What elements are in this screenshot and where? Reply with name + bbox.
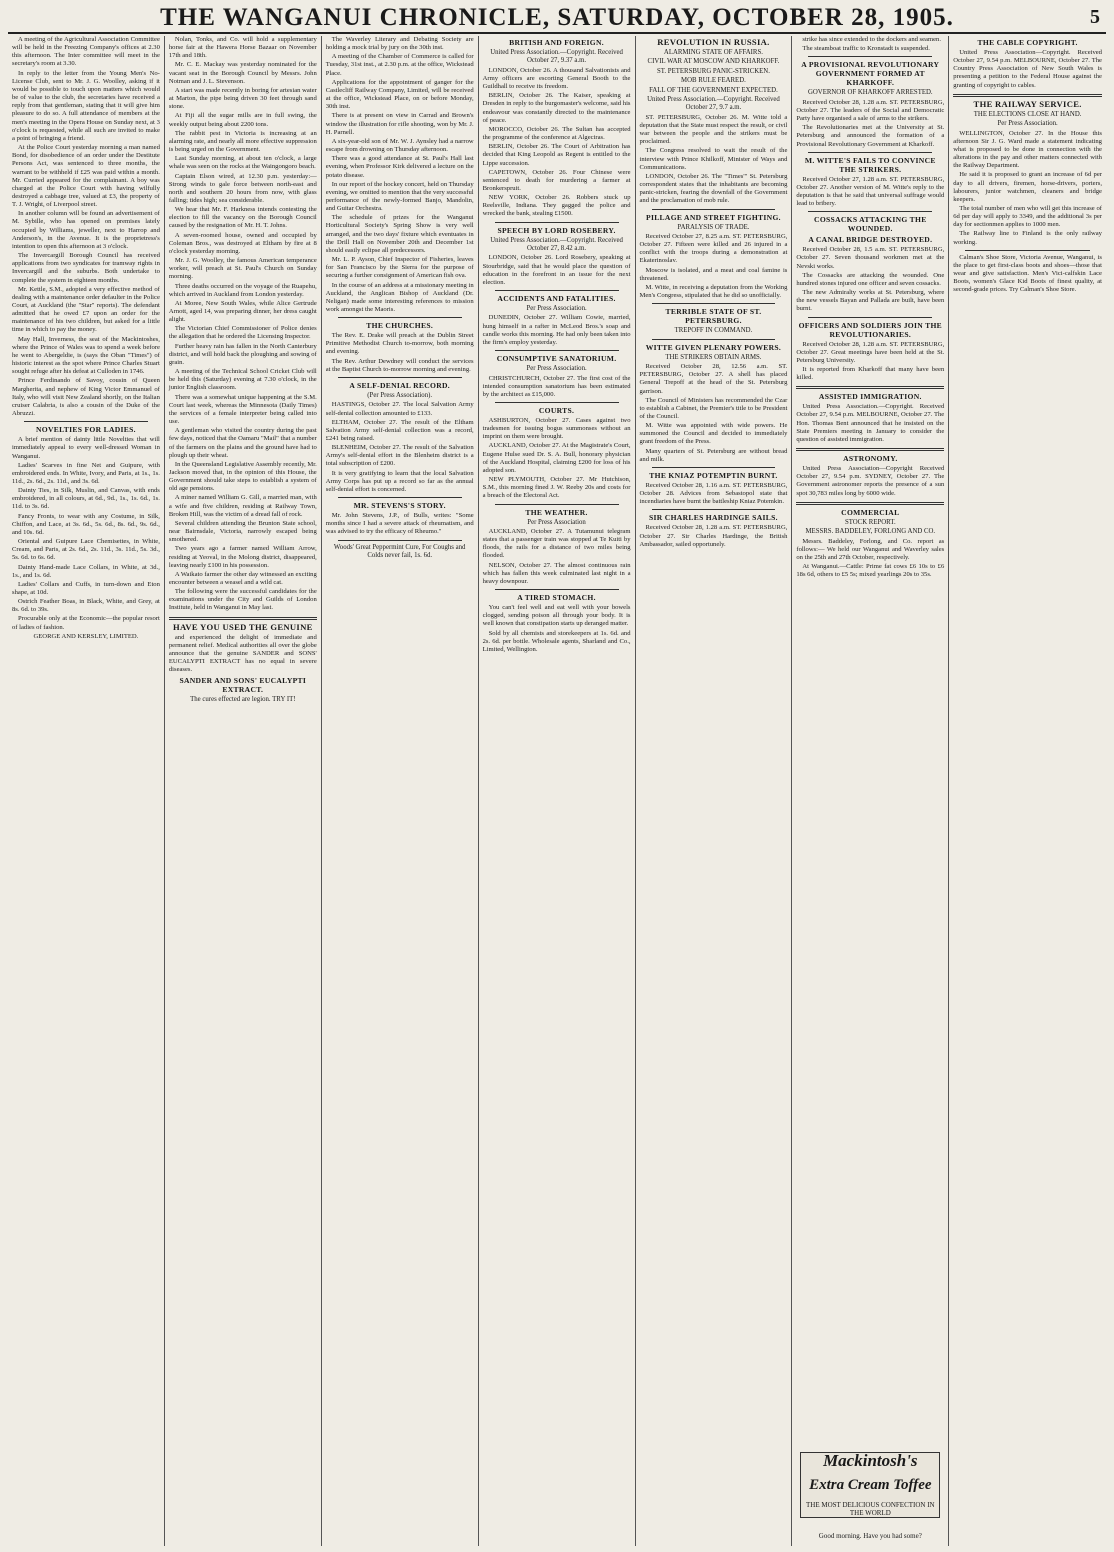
article-paragraph: The Cossacks are attacking the wounded. One hundred stones injured one officer and seven cossacks. (796, 271, 945, 287)
divider (796, 502, 944, 505)
article-paragraph: The new Admiralty works at St. Petersburg, where the new vessels Bayan and Pallada are built, have been burnt. (796, 289, 945, 313)
advert-product: Extra Cream Toffee (809, 1477, 932, 1493)
article-paragraph: ASHBURTON, October 27. Cases against two tradesmen for issuing bogus summonses without an imprint on them were brought. (482, 416, 631, 441)
article-paragraph: The total number of men who will get this increase of 6d per day will apply to 3349, and the additional 3s per day for sectionmen applies to 1000 men. (953, 205, 1102, 229)
section-heading: A TIRED STOMACH. (517, 593, 596, 603)
article-paragraph: NELSON, October 27. The almost continuous rain which has fallen this week culminated last night in a heavy downpour. (482, 561, 631, 585)
article-paragraph: Two years ago a farmer named William Arrow, residing at Yeoval, in the Molong district, disappeared, leaving nearly £100 in his possession. (168, 545, 317, 569)
section-subheading: Per Press Association (527, 518, 586, 526)
article-paragraph: The rabbit pest in Victoria is increasing at an alarming rate, and nearly all more effective suppression is being urged on the Government. (168, 129, 317, 154)
article-paragraph: ST. PETERSBURG, October 26. M. Witte told a deputation that the State must respect the result, or civil war between the people and the strikers must be proclaimed. (639, 113, 788, 146)
section-heading: ASSISTED IMMIGRATION. (818, 392, 922, 402)
section-subheading: GOVERNOR OF KHARKOFF ARRESTED. (807, 89, 933, 97)
article-paragraph: At Wanganui.—Cattle: Prime fat cows £6 10s to £6 18s 6d, others to £5 5s; mixed yearlings 20s to 35s. (796, 563, 945, 579)
divider (338, 540, 462, 541)
section-heading: THE RAILWAY SERVICE. (973, 98, 1082, 109)
article-paragraph: Received October 28, 1.16 a.m. ST. PETERSBURG, October 28. Advices from Sebastopol state that incendiaries have burnt the battleship Kniaz Potemkin. (639, 481, 788, 506)
divider (808, 317, 932, 318)
divider (808, 152, 932, 153)
article-paragraph: ELTHAM, October 27. The result of the Eltham Salvation Army self-denial collection was a record, £241 being raised. (325, 418, 474, 442)
section-subheading: FALL OF THE GOVERNMENT EXPECTED. (649, 86, 778, 94)
column-3 (322, 36, 479, 1546)
article-paragraph: Calman's Shoe Store, Victoria Avenue, Wanganui, is the place to get first-class boots and shoes—those that wear and give satisfaction. Men's Vici-calfskin Lace Boots, women's Glace Kid Boots of finest quality, at second-grade prices. Try Calman's Shoe Store. (953, 253, 1102, 294)
article-paragraph: Ostrich Feather Boas, in Black, White, and Grey, at 8s. 6d. to 39s. (12, 598, 160, 614)
divider (652, 303, 776, 304)
column-7 (949, 36, 1106, 1546)
newspaper-title: THE WANGANUI CHRONICLE, SATURDAY, OCTOBER 28, 1905. (160, 4, 954, 31)
article-paragraph: The Rev. Arthur Dewdney will conduct the services at the Baptist Church to-morrow morning and evening. (325, 357, 474, 373)
section-heading: M. WITTE'S FAILS TO CONVINCE THE STRIKERS. (804, 155, 936, 174)
section-heading: ACCIDENTS AND FATALITIES. (497, 294, 616, 304)
article-paragraph: United Press Association—Copyright Received October 27, 9.54 p.m. SYDNEY, October 27. The Government astronomer reports the presence of a sun spot 30,783 miles long by 6000 wide. (796, 465, 945, 497)
section-heading: COURTS. (538, 405, 575, 415)
article-paragraph: Three deaths occurred on the voyage of the Ruapehu, which arrived in Auckland from London yesterday. (168, 282, 317, 298)
article-paragraph: Received October 28, 1.5 a.m. ST. PETERSBURG, October 27. Seven thousand workmen met at the Nevski works. (796, 246, 945, 270)
column-5 (636, 36, 793, 1546)
article-paragraph: LONDON, October 26. The "Times'" St. Petersburg correspondent states that the inhabitants are becoming panic-stricken, fearing the downfall of the Government and the proclamation of mob rule. (639, 172, 788, 205)
toffee-advert (800, 1452, 940, 1518)
article-paragraph: In our report of the hockey concert, held on Thursday evening, we omitted to mention that the very successful performance of the newly-formed Banjo, Mandolin, and Guitar Orchestra. (325, 180, 474, 213)
divider (495, 589, 619, 590)
article-paragraph: NEW YORK, October 26. Robbers stuck up Reelsville, Indiana. They gagged the police and wrecked the bank, stealing £1500. (482, 194, 631, 218)
article-paragraph: AUCKLAND, October 27. At the Magistrate's Court, Eugene Hulse sued Dr. S. A. Bull, honorary physician of the Auckland Hospital, claiming £200 for loss of his adopted son. (482, 442, 631, 474)
divider (796, 386, 944, 389)
article-paragraph: Received October 27, 1.28 a.m. ST. PETERSBURG, October 27. Another version of M. Witte's reply to the deputation is that he said that universal suffrage would lead to bribery. (796, 175, 945, 208)
article-paragraph: May Hall, Inverness, the seat of the Mackintoshes, where the Prince of Wales was to spend a week before he went to Abergeldie, is (says the Oban "Times") of historic interest as the spot where Prince Charles Stuart sought refuge after his defeat at Culloden in 1746. (12, 335, 160, 376)
column-2 (165, 36, 322, 1546)
divider (953, 94, 1102, 97)
article-paragraph: The Invercargill Borough Council has received applications from two syndicates for tramway rights in Invercargill and the suburbs. Both undertake to complete the system in eighteen months. (12, 252, 160, 284)
article-paragraph: Messrs. Baddeley, Forlong, and Co. report as follows:— We held our Wanganui and Waverley sales on the 25th and 27th October, respectively. (796, 537, 945, 561)
advert-body: and experienced the delight of immediate and permanent relief. Medical authorities all over the globe announce that the genuine SANDER and SONS' EUCALYPTI EXTRACT has no equal in severe diseases. (168, 633, 317, 674)
advert-footer: Good morning. Have you had some? (818, 1531, 922, 1540)
article-paragraph: Received October 28, 1.28 a.m. ST. PETERSBURG, October 27. The leaders of the Social and Democratic Party have organised a sale of arms to the strikers. (796, 98, 945, 123)
column-6 (792, 36, 949, 1546)
article-paragraph: HASTINGS, October 27. The local Salvation Army self-denial collection amounted to £133. (325, 401, 474, 417)
page-number: 5 (1090, 6, 1100, 28)
section-subheading: United Press Association.—Copyright. Received October 27, 9.7 a.m. (647, 96, 780, 112)
article-paragraph: The Rev. E. Drake will preach at the Dublin Street Primitive Methodist Church to-morrow, both morning and evening. (325, 332, 474, 356)
article-paragraph: strike has since extended to the dockers and seamen. (802, 36, 941, 43)
section-heading: THE CABLE COPYRIGHT. (977, 38, 1078, 47)
divider (495, 504, 619, 505)
article-paragraph: The Council of Ministers has recommended the Czar to establish a Cabinet, the Premier's title to be President of the Council. (639, 396, 788, 420)
section-subheading: United Press Association.—Copyright. Received October 27, 9.37 a.m. (490, 49, 623, 65)
section-subheading: PARALYSIS OF TRADE. (677, 223, 750, 231)
section-subheading: STOCK REPORT. (844, 518, 896, 526)
article-paragraph: At the Police Court yesterday morning a man named Bond, for disobedience of an order under the Destitute Persons Act, was sentenced to three months, the warrant to be withheld if £25 was paid within a month. Mr. Curried appeared for the complainant. A boy was charged at the Police Court with having wilfully destroyed a cabbage tree, valued at £3, the property of T. J. Wright, of Liverpool street. (12, 144, 160, 209)
article-paragraph: The steamboat traffic to Kronstadt is suspended. (802, 45, 930, 53)
divider (495, 222, 619, 223)
section-heading: OFFICERS AND SOLDIERS JOIN THE REVOLUTIONARIES. (798, 320, 943, 339)
columns (8, 36, 1106, 1546)
section-subheading: TREPOFF IN COMMAND. (674, 327, 753, 335)
article-paragraph: The Revolutionaries met at the University at St. Petersburg and announced the formation of a Provisional Revolutionary Government at Kharkoff. (796, 124, 945, 148)
article-paragraph: In reply to the letter from the Young Men's No-License Club, sent to Mr. J. G. Woolley, asking if it would be possible to touch upon matters which would be of value to the club, the secretaries have received a reply from that gentleman, stating that it will give him pleasure to do so. A full attendance of members at the men's meeting in the Opera House on Sunday next, at 3 o'clock is requested, while all such are invited to make a point of bringing a friend. (12, 69, 160, 142)
article-paragraph: BERLIN, October 26. The Kaiser, speaking at Dresden in reply to the burgomaster's welcome, said his endeavour was constantly directed to the maintenance of peace. (482, 92, 631, 124)
divider (652, 467, 776, 468)
article-paragraph: Last Sunday morning, at about ten o'clock, a large whale was seen on the rocks at the Waingongoro beach. (168, 155, 317, 171)
section-heading: SIR CHARLES HARDINGE SAILS. (649, 513, 778, 523)
article-paragraph: The Congress resolved to wait the result of the interview with Prince Khilkoff, Minister of Ways and Communications. (639, 147, 788, 171)
article-paragraph: Fancy Fronts, to wear with any Costume, in Silk, Chiffon, and Lace, at 3s. 6d., 5s. 6d., 8s. 6d., 9s. 6d., and 10s. 6d. (12, 512, 160, 536)
article-paragraph: Mr. Kettle, S.M., adopted a very effective method of dealing with a maintenance order defaulter in the Police Court, at Auckland (the "Star" reports). The defendant admitted that he owed £7 upon an order for the maintenance of his two children, but asked for a little time in which to pay the money. (12, 285, 160, 334)
article-paragraph: A seven-roomed house, owned and occupied by Coleman Bros., was destroyed at Eltham by fire at 8 o'clock yesterday morning. (168, 231, 317, 255)
section-subheading: Per Press Association. (997, 120, 1058, 128)
section-heading: PILLAGE AND STREET FIGHTING. (646, 212, 781, 222)
article-paragraph: Ladies' Scarves in fine Net and Guipure, with embroidered ends. In White, Ivory, and Paris, at 1s., 1s. 11d., 2s. 6d., 2s. 11d., and 3s. 6d. (12, 461, 160, 485)
section-heading: TERRIBLE STATE OF ST. PETERSBURG. (665, 307, 762, 326)
article-paragraph: At Fiji all the sugar mills are in full swing, the weekly output being about 2200 tons. (168, 112, 317, 128)
article-paragraph: Nolan, Tonks, and Co. will hold a supplementary horse fair at the Hawera Horse Bazaar on November 17th and 18th. (168, 36, 317, 60)
section-heading: MR. STEVENS'S STORY. (353, 501, 446, 511)
article-paragraph: Received October 27, 8.25 a.m. ST. PETERSBURG, October 27. Fifteen were killed and 26 injured in a conflict with the troops during a demonstration at Ekaterinoslav. (639, 232, 788, 265)
article-paragraph: Applications for the appointment of ganger for the Castlecliff Railway Company, Limited, will be received at the office, Wickstead Place, on or before Monday, 30th inst. (325, 78, 474, 111)
article-paragraph: A six-year-old son of Mr. W. J. Aynsley had a narrow escape from drowning on Thursday afternoon. (325, 137, 474, 154)
section-heading: A PROVISIONAL REVOLUTIONARY GOVERNMENT FORMED AT KHARKOFF. (801, 60, 940, 88)
section-heading: CONSUMPTIVE SANATORIUM. (496, 354, 617, 364)
section-subheading: United Press Association.—Copyright. Received October 27, 8.42 a.m. (490, 236, 623, 253)
article-paragraph: Moscow is isolated, and a meat and coal famine is threatened. (639, 266, 788, 282)
article-paragraph: The Waverley Literary and Debating Society are holding a mock trial by jury on the 30th inst. (325, 36, 474, 52)
article-paragraph: At Moree, New South Wales, while Alice Gertrude Arnott, aged 14, was preparing dinner, her dress caught alight. (168, 299, 317, 324)
article-paragraph: Received October 28, 1.28 a.m. ST. PETERSBURG, October 27. Great meetings have been held at the St. Petersburg University. (796, 340, 945, 364)
section-subheading: THE ELECTIONS CLOSE AT HAND. (973, 110, 1082, 118)
article-paragraph: Dainty Hand-made Lace Collars, in White, at 3d., 1s., and 1s. 6d. (12, 563, 160, 579)
divider (808, 211, 932, 212)
section-heading: THE KNIAZ POTEMPTIN BURNT. (649, 470, 778, 480)
section-heading: THE WEATHER. (525, 507, 588, 517)
article-paragraph: A meeting of the Technical School Cricket Club will be held this (Saturday) evening at 7.30 o'clock, in the junior English classroom. (168, 368, 317, 392)
article-paragraph: M. Witte, in receiving a deputation from the Working Men's Congress, stipulated that he did so unofficially. (639, 283, 788, 300)
advert-heading: HAVE YOU USED THE GENUINE (173, 621, 313, 632)
article-paragraph: A meeting of the Agricultural Association Committee will be held in the Freezing Company's offices at 2.30 this afternoon. The Inter committee will meet in the secretary's room at 3.30. (12, 36, 160, 68)
article-paragraph: A brief mention of dainty little Novelties that will immediately appeal to every well-dressed Woman in Wanganui. (12, 436, 160, 460)
article-paragraph: United Press Association.—Copyright. Received October 27, 9.54 p.m. MELBOURNE, October 27. The Hon. Thomas Bent announced that he insisted on the State Premiers meeting in January to consider the question of assisted immigration. (796, 403, 945, 443)
advert-footer: Sold by all chemists and storekeepers at 1s. 6d. and 2s. 6d. per bottle. Wholesale agents, Sharland and Co., Limited, Wellington. (482, 629, 631, 653)
masthead (8, 2, 1106, 34)
article-paragraph: A meeting of the Chamber of Commerce is called for Tuesday, 31st inst., at 2.30 p.m. at the office, Wickstead Place. (325, 53, 474, 77)
divider (965, 250, 1090, 251)
divider (495, 290, 619, 291)
article-paragraph: The Railway line to Finland is the only railway working. (953, 230, 1102, 246)
divider (808, 56, 932, 57)
article-paragraph: We hear that Mr. F. Harkness intends contesting the election to fill the vacancy on the Borough Council caused by the resignation of Mr. H. T. Johns. (168, 206, 317, 230)
article-paragraph: The Victorian Chief Commissioner of Police denies the allegation that he ordered the Licensing Inspector. (168, 325, 317, 341)
article-paragraph: United Press Association—Copyright. Received October 27, 9.54 p.m. MELBOURNE, October 27. The Country Press Association of New South Wales is presenting a petition to the Federal House against the granting of copyright to cables. (953, 49, 1102, 89)
divider (652, 339, 776, 340)
divider (338, 497, 462, 498)
section-heading: REVOLUTION IN RUSSIA. (657, 37, 770, 47)
article-paragraph: Received October 28, 12.56 a.m. ST. PETERSBURG, October 27. A shell has placed General Trepoff at the head of the St. Petersburg garrison. (639, 363, 788, 395)
article-paragraph: BLENHEIM, October 27. The result of the Salvation Army's self-denial effort in the Blenheim district is a total subscription of £200. (325, 444, 474, 468)
article-paragraph: The following were the successful candidates for the examinations under the City and Guilds of London Institute, held in Wanganui in May last. (168, 588, 317, 612)
article-paragraph: The schedule of prizes for the Wanganui Horticultural Society's Spring Show is very well arranged, and the two days' fixture which eventuates in the Drill Hall on November 20th and December 1st should easily eclipse all predecessors. (325, 214, 474, 254)
article-paragraph: There was a good attendance at St. Paul's Hall last evening, when Professor Kirk delivered a lecture on the potato disease. (325, 155, 474, 179)
article-paragraph: Received October 28, 1.28 a.m. ST. PETERSBURG, October 27. Sir Charles Hardinge, the British Ambassador, sailed opportunely. (639, 524, 788, 548)
column-4 (479, 36, 636, 1546)
article-paragraph: A gentleman who visited the country during the past few days, noticed that the Oamaru "Mail" that a number of the farmers on the plains and the ground have had to plough up their wheat. (168, 427, 317, 459)
advert-signature: SANDER AND SONS' EUCALYPTI EXTRACT. (179, 676, 307, 695)
advert-brand: Mackintosh's (823, 1451, 918, 1470)
section-subheading: Per Press Association. (526, 305, 587, 313)
section-heading: COMMERCIAL (841, 507, 900, 517)
section-heading: WITTE GIVEN PLENARY POWERS. (645, 342, 782, 352)
section-subheading: (Per Press Association). (367, 391, 433, 399)
section-heading: ASTRONOMY. (843, 454, 898, 464)
article-paragraph: Procurable only at the Economic—the popular resort of ladies of fashion. (12, 615, 160, 631)
article-paragraph: A Waikato farmer the other day witnessed an exciting encounter between a weasel and a wild cat. (168, 570, 317, 586)
article-paragraph: Mr. J. G. Woolley, the famous American temperance worker, will preach at St. Paul's Church on Sunday morning. (168, 257, 317, 281)
article-paragraph: Mr. L. P. Ayson, Chief Inspector of Fisheries, leaves for San Francisco by the Sierra for the purpose of securing a further consignment of American fish ova. (325, 256, 474, 280)
advert-footer: The cures effected are legion. TRY IT! (190, 696, 296, 704)
divider (652, 209, 776, 210)
section-subheading: CIVIL WAR AT MOSCOW AND KHARKOFF. (647, 58, 780, 66)
section-heading: A SELF-DENIAL RECORD. (349, 380, 450, 390)
section-subheading: Per Press Association. (526, 365, 587, 373)
article-paragraph: In the Queensland Legislative Assembly recently, Mr. Jackson moved that, in the opinion of this House, the Government should take steps to establish a system of old age pensions. (168, 460, 317, 493)
article-paragraph: You can't feel well and eat well with your bowels clogged, sending poison all through your body. It is well known that constipation starts up deranged matter. (482, 604, 631, 628)
article-paragraph: Captain Elson wired, at 12.30 p.m. yesterday:—Strong winds to gale force between north-east and north and southern 20 hours from now, with glass falling; tides high; sea considerable. (168, 172, 317, 204)
section-heading: A CANAL BRIDGE DESTROYED. (808, 235, 933, 245)
section-subheading: ST. PETERSBURG PANIC-STRICKEN. (656, 67, 770, 75)
section-subheading: THE STRIKERS OBTAIN ARMS. (665, 353, 762, 361)
article-paragraph: DUNEDIN, October 27. William Cowie, married, hung himself in a rafter in McLeod Bros.'s soap and candle works this morning. He had only been taken into the firm's employ yesterday. (482, 314, 631, 346)
article-paragraph: A miner named William G. Gill, a married man, with a wife and five children, residing at Railway Town, Broken Hill, was the victim of a dread fall of rock. (168, 494, 317, 518)
divider (169, 617, 317, 620)
article-paragraph: A start was made recently in boring for artesian water at Marton, the pipe being driven 30 feet through sand stone. (168, 86, 317, 111)
section-heading: THE CHURCHES. (366, 321, 434, 331)
article-paragraph: There was a somewhat unique happening at the S.M. Court last week, whereas the Minnesota (Daily Times) the services of a female interpreter being called into use. (168, 393, 317, 426)
article-paragraph: Ladies' Collars and Cuffs, in turn-down and Eton shape, at 10d. (12, 580, 160, 596)
article-paragraph: In another column will be found an advertisement of M. Sybille, who has opened on premises lately occupied by Williams, jeweller, next to Harrop and Anderson's, in the Avenue. It is the proprietress's intention to open this afternoon at 3 o'clock. (12, 210, 160, 250)
section-subheading: MOB RULE FEARED. (681, 77, 746, 85)
divider (24, 421, 148, 422)
article-paragraph: Prince Ferdinando of Savoy, cousin of Queen Margherita, and nephew of King Victor Emmanuel of Italy, who will visit New Zealand shortly, on the Italian cruiser Calabria, is also a cousin of the Duke of the Abruzzi. (12, 377, 160, 418)
divider (338, 317, 462, 318)
article-paragraph: WELLINGTON, October 27. In the House this afternoon Sir J. G. Ward made a statement indicating what is proposed to be done in connection with the alterations in the pay and other matters connected with the Railway Department. (953, 129, 1102, 170)
section-subheading: MESSRS. BADDELEY, FORLONG AND CO. (805, 528, 936, 536)
divider (495, 402, 619, 403)
article-paragraph: NEW PLYMOUTH, October 27. Mr Hutchison, S.M., this morning fined J. W. Reeby 20s and costs for a breach of the Electoral Act. (482, 476, 631, 500)
section-heading: COSSACKS ATTACKING THE WOUNDED. (814, 215, 927, 234)
section-heading: BRITISH AND FOREIGN. (509, 38, 604, 47)
article-paragraph: CAPETOWN, October 26. Four Chinese were sentenced to death for murdering a farmer at Bronkerspruit. (482, 168, 631, 192)
article-paragraph: MOROCCO, October 26. The Sultan has accepted the programme of the conference at Algeciras. (482, 125, 631, 142)
article-paragraph: LONDON, October 26. A thousand Salvationists and Army officers are escorting General Booth to the Guildhall to receive its freedom. (482, 66, 631, 91)
article-paragraph: M. Witte was appointed with wide powers. He summoned the Council and decided to immediately grant freedom of the Press. (639, 422, 788, 446)
article-paragraph: He said it is proposed to grant an increase of 6d per day to all drivers, firemen, horse-drivers, porters, labourers, junior watchmen, cleaners and bridge keepers. (953, 171, 1102, 203)
article-paragraph: CHRISTCHURCH, October 27. The first cost of the intended consumption sanatorium has been estimated by the architect as £15,000. (482, 374, 631, 398)
article-paragraph: LONDON, October 26. Lord Rosebery, speaking at Stourbridge, said that he would place the question of education in the forefront in an issue for the next election. (482, 254, 631, 286)
divider (796, 448, 944, 451)
advert-footer: Woods' Great Peppermint Cure, For Coughs and Colds never fail, 1s. 6d. (333, 543, 466, 559)
article-paragraph: Mr. C. E. Mackay was yesterday nominated for the vacant seat in the Borough Council by Messrs. John Notman and J. L. Stevenson. (168, 61, 317, 85)
article-paragraph: It is reported from Kharkoff that many have been killed. (796, 366, 945, 382)
article-paragraph: Several children attending the Brunton State school, near Bairnsdale, Victoria, narrowly escaped being smothered. (168, 519, 317, 544)
section-subheading: ALARMING STATE OF AFFAIRS. (663, 49, 763, 56)
article-paragraph: It is very gratifying to learn that the local Salvation Army Corps has put up a record so far as the annual self-denial effort is concerned. (325, 469, 474, 493)
column-1 (8, 36, 165, 1546)
section-heading: SPEECH BY LORD ROSEBERY. (497, 225, 616, 235)
article-paragraph: In the course of an address at a missionary meeting in Auckland, the Anglican Bishop of Auckland (Dr. Neligan) made some interesting references to mission work amongst the Maoris. (325, 281, 474, 313)
article-paragraph: Further heavy rain has fallen in the North Canterbury district, and will hold back the ploughing and sowing of grain. (168, 342, 317, 366)
article-paragraph: Oriental and Guipure Lace Chemisettes, in White, Cream, and Paris, at 2s. 6d., 2s. 11d., 3s. 11d., 5s. 3d., 5s. 6d. to 6s. 6d. (12, 538, 160, 562)
article-paragraph: BERLIN, October 26. The Court of Arbitration has decided that King Leopold as Regent is entitled to the Lippe succession. (482, 143, 631, 167)
article-paragraph: There is at present on view in Carrad and Brown's window the illustration for rifle shooting, won by Mr. J. H. Parnell. (325, 112, 474, 136)
advert-signature: GEORGE AND KERSLEY, LIMITED. (33, 632, 139, 640)
article-paragraph: Dainty Ties, in Silk, Muslin, and Canvas, with ends embroidered, in all colours, at 6d., 9d., 1s., 1s. 6d., 1s. 11d. to 3s. 6d. (12, 487, 160, 511)
article-paragraph: Many quarters of St. Petersburg are without bread and milk. (639, 447, 788, 463)
article-paragraph: Mr. John Stevens, J.P., of Bulls, writes: "Some months since I had a severe attack of rheumatism, and was advised to try the efficacy of Rheumo." (325, 512, 474, 536)
advert-tagline: THE MOST DELICIOUS CONFECTION IN THE WORLD (806, 1501, 935, 1518)
divider (338, 377, 462, 378)
section-heading: NOVELTIES FOR LADIES. (35, 425, 136, 435)
divider (652, 509, 776, 510)
article-paragraph: AUCKLAND, October 27. A Tutamunui telegram states that a passenger train was stopped at Te Kuiti by floods, the rails for a distance of two miles being flooded. (482, 527, 631, 560)
divider (495, 350, 619, 351)
